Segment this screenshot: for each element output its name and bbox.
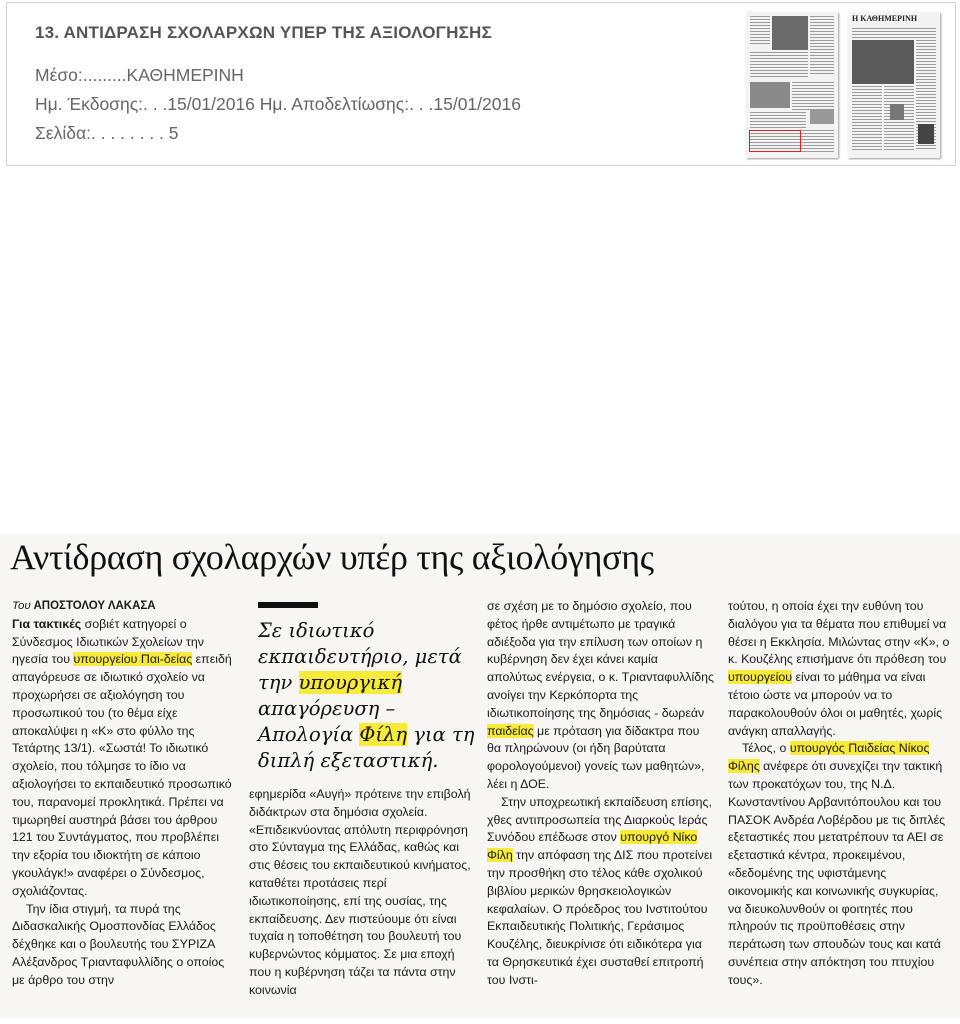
paragraph: Την ίδια στιγμή, τα πυρά της Διδασκαλικής Ομοσπονδίας Ελλάδος δέχθηκε και ο βουλευτής του ΣΥΡΙΖΑ Αλέξανδρος Τριανταφυλλίδης ο οποίος με άρθρο του στην (12, 901, 225, 987)
text-run: Στην υποχρεωτική εκπαίδευση επίσης, χθες αντιπροσωπεία της Διαρκούς Ιεράς Συνόδου επέδωσε στον (487, 794, 712, 845)
article-clipping (0, 534, 960, 1018)
text-run: Σε ιδιωτικό εκπαιδευτήριο, μετά την (258, 619, 462, 694)
text-run: σε σχέση με το δημόσιο σχολείο, που φέτος ήρθε αντιμέτωπο με τραγικά αδιέξοδα για την επίλυση των οποίων η κυβέρνηση δεν έχει κάνει καμία απολύτως ενέργεια, ο κ. Τριανταφυλλίδης ανοίγει την Κερκόπορτα της ιδιωτικοποίησης της δημόσιας - δωρεάν (487, 599, 714, 720)
text-run: Τέλος, ο (742, 741, 790, 756)
paragraph (487, 794, 716, 990)
paragraph (728, 598, 952, 740)
article-position-marker (749, 130, 801, 152)
medium-line: Μέσο:.........ΚΑΘΗΜΕΡΙΝΗ (35, 65, 244, 85)
text-run: για τη διπλή εξεταστική. (258, 723, 475, 772)
text-run: απαγόρευση –Απολογία (258, 697, 396, 746)
paragraph (12, 616, 234, 901)
article-column-4 (728, 598, 952, 990)
paragraph: εφημερίδα «Αυγή» πρότεινε την επιβολή διδάκτρων στα δημόσια σχολεία. «Επιδεικνύοντας απόλυτη περιφρόνηση στο Σύνταγμα της Ελλάδας, καθώς και στις θέσεις του εκπαιδευτικού κινήματος, καταθέτει προτάσεις περί ιδιωτικοποίησης, επί της ουσίας, της εκπαίδευσης. Δεν πιστεύουμε ότι είναι τυχαία η τοποθέτηση του βουλευτή του κυβερνώντος κόμματος. Σε μια εποχή που η κυβέρνηση τάζει τα πάντα στην κοινωνία (249, 787, 471, 997)
dates-line: Ημ. Έκδοσης:. . .15/01/2016 Ημ. Αποδελτίωσης:. . .15/01/2016 (35, 94, 521, 114)
text-run: είναι το μάθημα να είναι τέτοιο ώστε να μπορούν να το παρακολουθούν όλοι οι μαθητές, χωρίς ανάγκη απαλλαγής. (728, 670, 943, 738)
article-column-2 (249, 786, 473, 1000)
page-thumbnail-front[interactable] (848, 12, 940, 158)
byline-name: ΑΠΟΣΤΟΛΟΥ ΛΑΚΑΣΑ (33, 600, 156, 612)
page-line: Σελίδα:. . . . . . . . 5 (35, 123, 179, 143)
highlight: υπουργική (298, 671, 403, 694)
highlight: υπουργός Παιδείας Νίκος Φίλης (728, 741, 930, 774)
page-thumbnail-article[interactable] (746, 12, 838, 158)
clipping-title: 13. ΑΝΤΙΔΡΑΣΗ ΣΧΟΛΑΡΧΩΝ ΥΠΕΡ ΤΗΣ ΑΞΙΟΛΟΓΗΣΗΣ (35, 23, 492, 42)
highlight: υπουργό Νίκο Φίλη (487, 830, 698, 863)
text-run: σοβιέτ κατηγορεί ο Σύνδεσμος Ιδιωτικών Σχολείων την ηγεσία του (12, 616, 204, 667)
text-run: τούτου, η οποία έχει την ευθύνη του διαλόγου για τα θέματα που επιθυμεί να θέσει η Εκκλησία. Μιλώντας στην «Κ», ο κ. Κουζέλης επισήμανε ότι πρόθεση του (728, 599, 950, 667)
pull-quote-rule (258, 602, 318, 608)
newspaper-masthead: Η ΚΑΘΗΜΕΡΙΝΗ (852, 14, 918, 23)
text-run: την απόφαση της ΔΙΣ που προτείνει την προσθήκη στο τέλος κάθε σχολικού βιβλίου μερικών θρησκειολογικών κεφαλαίων. Ο πρόεδρος του Ινστιτούτου Εκπαιδευτικής Πολιτικής, Γεράσιμος Κουζέλης, διευκρίνισε ότι ειδικότερα για τα Θρησκευτικά έχει συσταθεί επιτροπή του Ινστι- (487, 848, 713, 987)
text-run: με πρόταση για δίδακτρα που θα πληρώνουν (οι ήδη βαρύτατα φορολογούμενοι) γονείς των μαθητών», λέει η ΔΟΕ. (487, 723, 705, 791)
article-column-1 (12, 598, 234, 990)
byline (12, 598, 234, 616)
article-column-3 (487, 598, 716, 990)
pull-quote (258, 618, 480, 774)
text-run: ανέφερε ότι συνεχίζει την τακτική των προκατόχων του, της Ν.Δ. Κωνσταντίνου Αρβανιτόπουλου και του ΠΑΣΟΚ Ανδρέα Λοβέρδου με τις διπλές εξεταστικές που μετατρέπουν τα ΑΕΙ σε εξεταστικά κέντρα, προκειμένου, «δεδομένης της υφιστάμενης οικονομικής και κοινωνικής συγκυρίας, να διευκολυνθούν οι φοιτητές που πληρούν τις προϋποθέσεις στην περάτωση των σπουδών τους και κατά συνέπεια στην απόκτηση του πτυχίου τους». (728, 759, 946, 987)
highlight: Φίλη (359, 723, 408, 746)
text-run: επειδή απαγόρευσε σε ιδιωτικό σχολείο να προχωρήσει σε αξιολόγηση του προσωπικού του (το θέμα είχε αποκαλύψει η «Κ» στο φύλλο της Τετάρτης 13/1). «Σωστά! Το ιδιωτικό σχολείο, που τόλμησε το ίδιο να αξιολογήσει το εκπαιδευτικό προσωπικό του, παρανομεί προκλητικά. Πρέπει να τιμωρηθεί αυστηρά βάσει του άρθρου 121 του Συντάγματος, που προβλέπει την εξορία του ιδιοκτήτη σε κάποιο γκουλάγκ!» αναφέρει ο Σύνδεσμος, σχολιάζοντας. (12, 652, 232, 898)
highlight: υπουργείου (728, 670, 793, 685)
paragraph (487, 598, 716, 794)
highlight: υπουργείου Παι-δείας (73, 652, 193, 667)
byline-prefix: Του (12, 600, 31, 612)
lead-words: Για τακτικές (12, 616, 82, 631)
highlight: παιδείας (487, 723, 534, 738)
paragraph (728, 740, 952, 989)
article-headline: Αντίδραση σχολαρχών υπέρ της αξιολόγησης (10, 537, 654, 577)
